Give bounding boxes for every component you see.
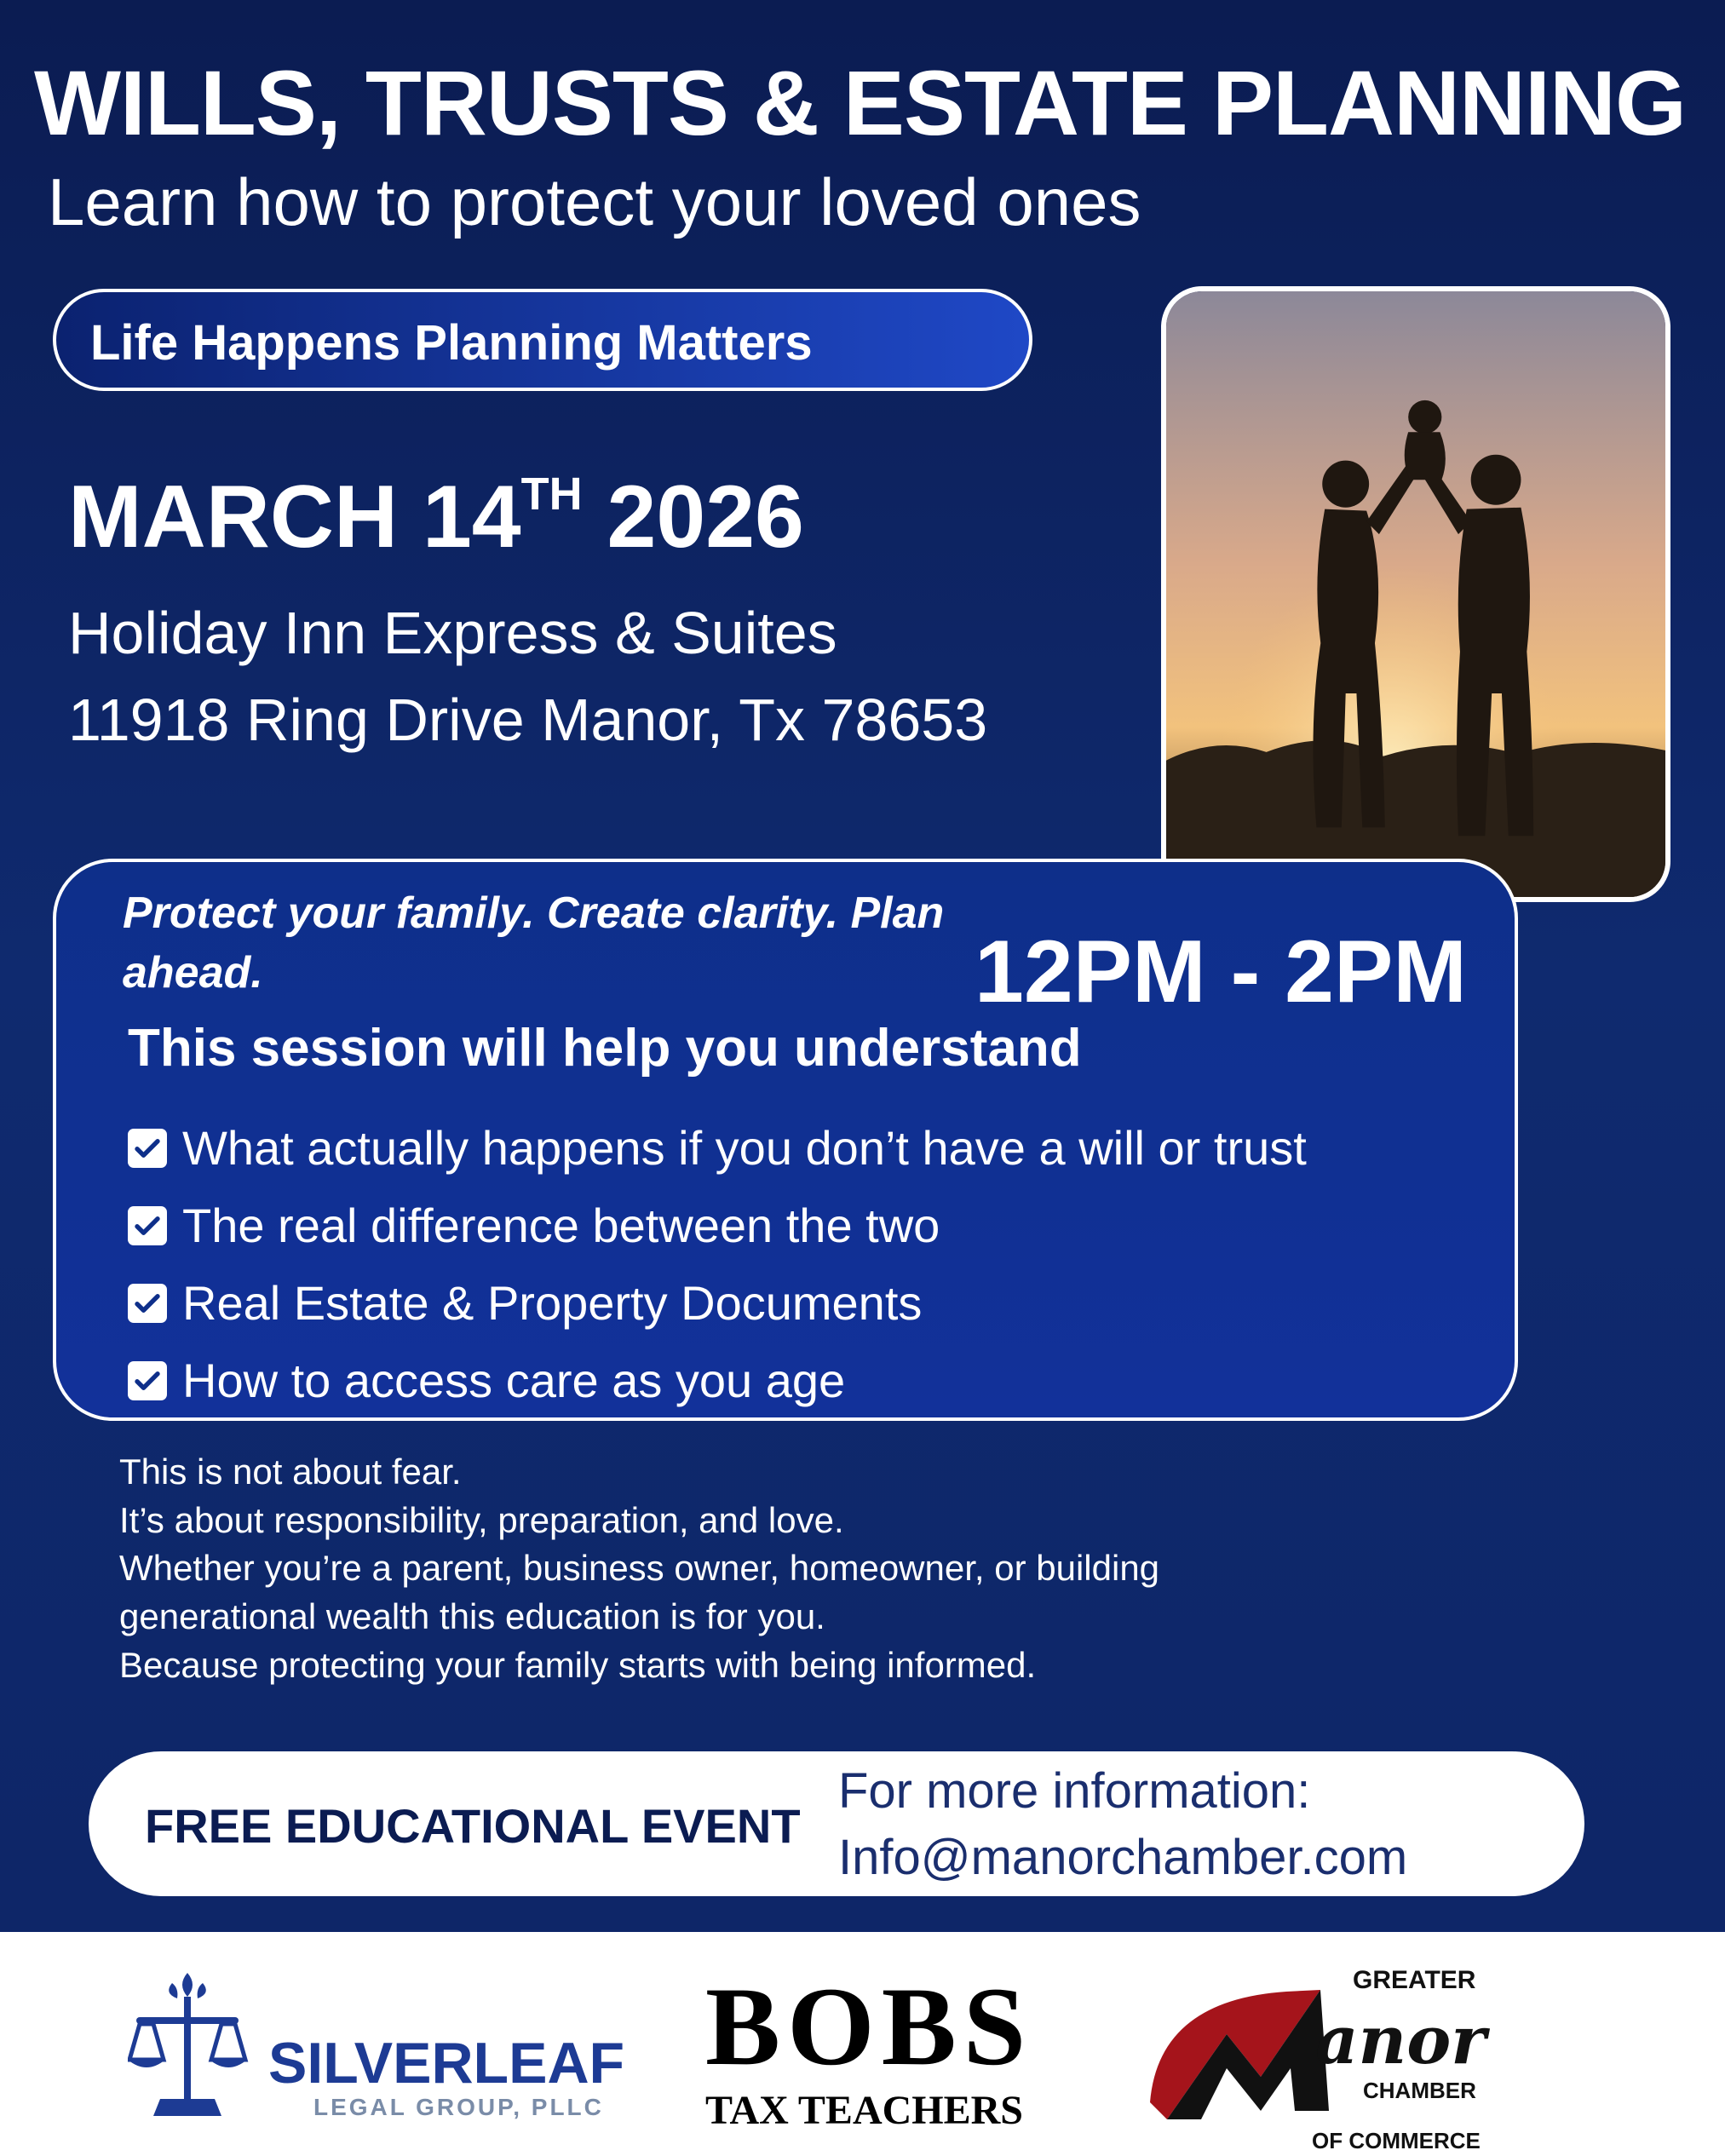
contact-label: For more information: [838,1763,1311,1819]
contact-email[interactable]: Info@manorchamber.com [838,1830,1408,1886]
venue-name: Holiday Inn Express & Suites [68,600,837,666]
manor-chamber: CHAMBER [1363,2078,1476,2103]
list-item-label: How to access care as you age [182,1354,846,1407]
venue-address: 11918 Ring Drive Manor, Tx 78653 [68,686,988,753]
event-date [68,468,804,566]
silverleaf-logo [128,1966,639,2128]
scales-icon [128,1966,256,2128]
manor-greater: GREATER [1353,1966,1476,1994]
checkbox-icon [128,1129,167,1168]
list-item [128,1109,1307,1187]
body-text [119,1448,1482,1689]
subtitle: Learn how to protect your loved ones [48,164,1141,239]
body-line: generational wealth this education is for you. [119,1596,825,1637]
checkbox-icon [128,1284,167,1323]
session-tagline: Protect your family. Create clarity. Plan ahead. [123,888,945,998]
manor-chamber-logo [1133,1966,1542,2153]
sponsor-logos [0,1932,1725,2156]
silverleaf-sub: LEGAL GROUP, PLLC [313,2094,604,2120]
date-year: 2026 [607,468,804,566]
manor-commerce: OF COMMERCE [1312,2128,1481,2153]
checkbox-icon [128,1361,167,1400]
manor-word: anor [1315,2002,1486,2079]
checkbox-icon [128,1206,167,1245]
body-line: Because protecting your family starts with being informed. [119,1644,1037,1685]
list-item [128,1342,1307,1419]
page-title: WILLS, TRUSTS & ESTATE PLANNING [34,51,1686,154]
session-heading: This session will help you understand [128,1019,1082,1078]
bobs-name: BOBS [705,1963,1033,2089]
body-line: Whether you’re a parent, business owner, homeowner, or building [119,1548,1160,1589]
session-panel [53,859,1518,1421]
silverleaf-name: SILVERLEAF [268,2031,625,2096]
tagline-pill-label: Life Happens Planning Matters [90,315,813,371]
event-time: 12PM - 2PM [975,923,1467,1021]
info-banner [89,1751,1584,1896]
list-item [128,1187,1307,1264]
date-month: MARCH 14 [68,468,521,566]
list-item [128,1264,1307,1342]
contact-info [838,1758,1407,1892]
topic-list [128,1109,1307,1419]
list-item-label: What actually happens if you don’t have a will or trust [182,1121,1307,1175]
list-item-label: The real difference between the two [182,1199,940,1252]
family-photo [1161,286,1670,902]
date-suffix: TH [520,469,583,520]
list-item-label: Real Estate & Property Documents [182,1276,923,1330]
venue-block [68,590,987,763]
free-event-label: FREE EDUCATIONAL EVENT [145,1799,801,1853]
bobs-sub: TAX TEACHERS [705,2088,1023,2133]
bobs-logo [700,1963,1041,2135]
tagline-pill [53,289,1032,391]
body-line: It’s about responsibility, preparation, and love. [119,1499,844,1540]
body-line: This is not about fear. [119,1452,462,1492]
